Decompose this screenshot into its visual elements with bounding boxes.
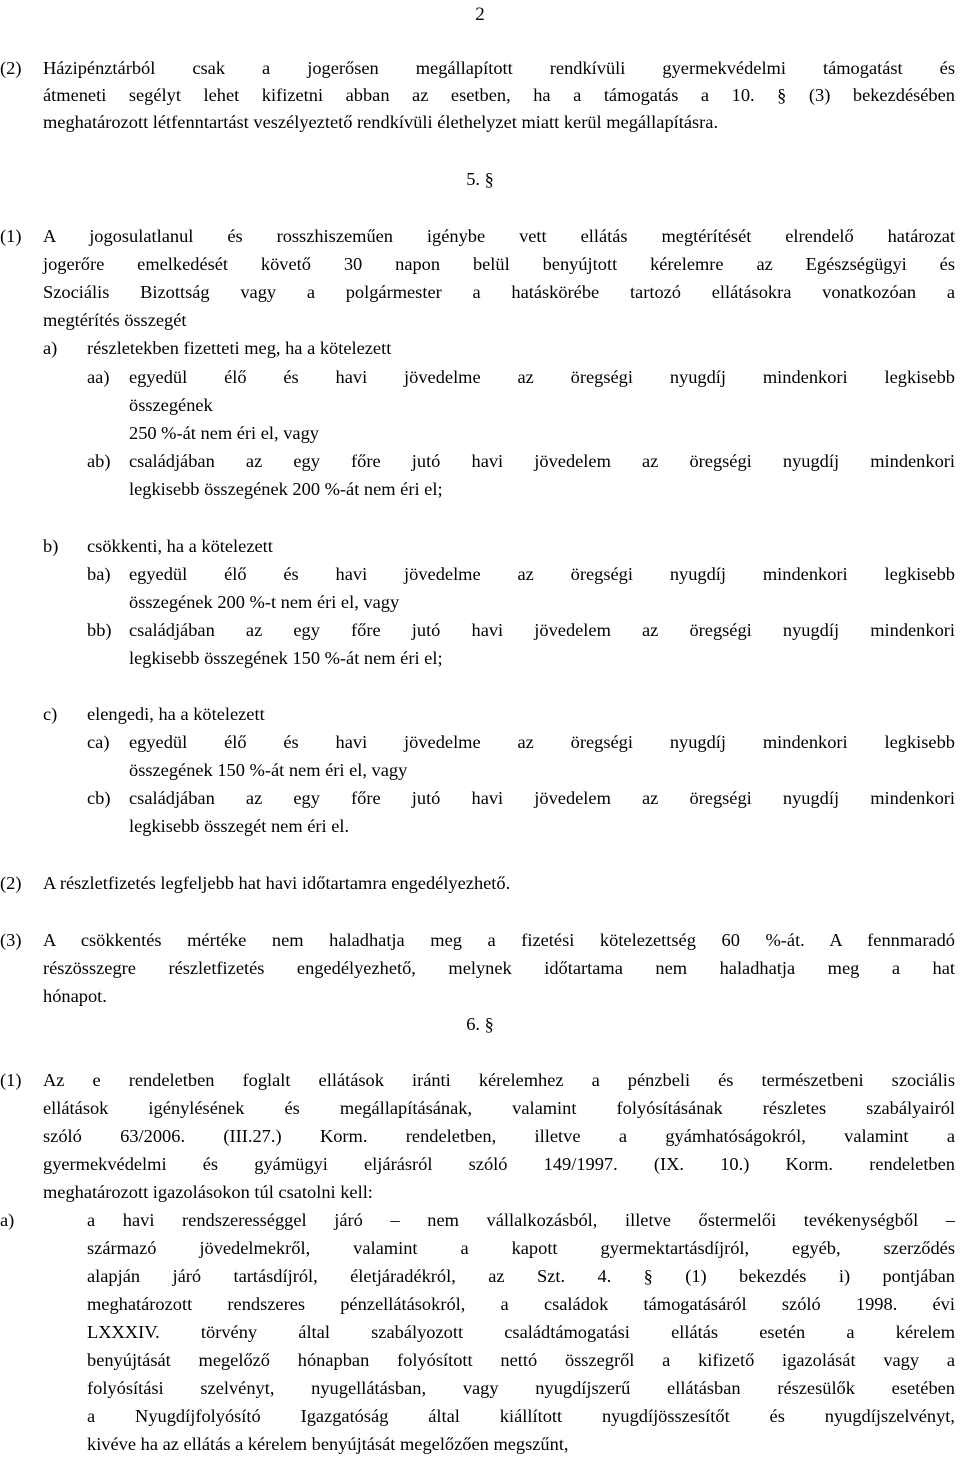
paragraph-marker: (3) <box>0 930 22 950</box>
text-line: családjában az egy főre jutó havi jövedelem az öregségi nyugdíj mindenkori <box>129 451 955 471</box>
text-line: a Nyugdíjfolyósító Igazgatóság által kiállított nyugdíjösszesítőt és nyugdíjszelvényt, <box>87 1406 955 1426</box>
text-line: meghatározott létfenntartást veszélyeztető rendkívüli élethelyzet miatt kerül megállapításra. <box>43 112 719 132</box>
text-line: részösszegre részletfizetés engedélyezhető, melynek időtartama nem haladhatja meg a hat <box>43 958 955 978</box>
text-line: megtérítés összegét <box>43 310 187 330</box>
text-line: származó jövedelmekről, valamint a kapott gyermektartásdíjról, egyéb, szerződés <box>87 1238 955 1258</box>
sublist-marker: bb) <box>87 620 112 640</box>
text-line: folyósítási szelvényt, nyugellátásban, vagy nyugdíjszerű ellátásban részesülők esetében <box>87 1378 955 1398</box>
text-line: legkisebb összegének 150 %-át nem éri el; <box>129 648 443 668</box>
text-line: LXXXIV. törvény által szabályozott családtámogatási ellátás esetén a kérelem <box>87 1322 955 1342</box>
text-line: Az e rendeletben foglalt ellátások iránti kérelemhez a pénzbeli és természetbeni szociális <box>43 1070 955 1090</box>
text-line: egyedül élő és havi jövedelme az öregségi nyugdíj mindenkori legkisebb <box>129 732 955 752</box>
sublist-marker: ba) <box>87 564 111 584</box>
paragraph-marker: (1) <box>0 226 22 246</box>
section-heading: 5. § <box>466 169 494 189</box>
text-line: A jogosulatlanul és rosszhiszeműen igénybe vett ellátás megtérítését elrendelő határozat <box>43 226 955 246</box>
text-line: legkisebb összegének 200 %-át nem éri el; <box>129 479 443 499</box>
sublist-marker: ca) <box>87 732 110 752</box>
text-line: jogerőre emelkedését követő 30 napon belül benyújtott kérelemre az Egészségügyi és <box>43 254 955 274</box>
text-line: egyedül élő és havi jövedelme az öregségi nyugdíj mindenkori legkisebb <box>129 367 955 387</box>
paragraph-marker: (2) <box>0 873 22 893</box>
text-line: összegének 200 %-t nem éri el, vagy <box>129 592 400 612</box>
page-number: 2 <box>475 4 485 25</box>
text-line: kivéve ha az ellátás a kérelem benyújtását megelőzően megszűnt, <box>87 1434 569 1454</box>
text-line: meghatározott igazolásokon túl csatolni kell: <box>43 1182 373 1202</box>
sublist-marker: cb) <box>87 788 111 808</box>
text-line: legkisebb összegét nem éri el. <box>129 816 350 836</box>
text-line: alapján járó tartásdíjról, életjáradékról, az Szt. 4. § (1) bekezdés i) pontjában <box>87 1266 955 1286</box>
text-line: benyújtását megelőző hónapban folyósított nettó összegről a kifizető igazolását vagy a <box>87 1350 955 1370</box>
list-marker: c) <box>43 704 58 724</box>
sublist-marker: aa) <box>87 367 110 387</box>
text-line: hónapot. <box>43 986 107 1006</box>
text-line: részletekben fizetteti meg, ha a kötelezett <box>87 338 392 358</box>
paragraph-marker: (2) <box>0 58 22 78</box>
text-line: Szociális Bizottság vagy a polgármester a hatáskörébe tartozó ellátásokra vonatkozóan a <box>43 282 955 302</box>
sublist-marker: ab) <box>87 451 111 471</box>
text-line: 250 %-át nem éri el, vagy <box>129 423 319 443</box>
list-marker: a) <box>0 1210 15 1230</box>
text-line: A csökkentés mértéke nem haladhatja meg a fizetési kötelezettség 60 %-át. A fennmaradó <box>43 930 955 950</box>
text-line: A részletfizetés legfeljebb hat havi időtartamra engedélyezhető. <box>43 873 511 893</box>
text-line: összegének 150 %-át nem éri el, vagy <box>129 760 408 780</box>
text-line: átmeneti segélyt lehet kifizetni abban az esetben, ha a támogatás a 10. § (3) bekezdésében <box>43 85 955 105</box>
text-line: meghatározott rendszeres pénzellátásokról, a családok támogatásáról szóló 1998. évi <box>87 1294 955 1314</box>
text-line: csökkenti, ha a kötelezett <box>87 536 273 556</box>
text-line: családjában az egy főre jutó havi jövedelem az öregségi nyugdíj mindenkori <box>129 788 955 808</box>
text-line: gyermekvédelmi és gyámügyi eljárásról szóló 149/1997. (IX. 10.) Korm. rendeletben <box>43 1154 955 1174</box>
text-line: a havi rendszerességgel járó – nem vállalkozásból, illetve őstermelői tevékenységből – <box>87 1210 955 1230</box>
text-line: családjában az egy főre jutó havi jövedelem az öregségi nyugdíj mindenkori <box>129 620 955 640</box>
text-line: összegének <box>129 395 213 415</box>
list-marker: b) <box>43 536 59 556</box>
section-heading: 6. § <box>466 1014 494 1034</box>
text-line: egyedül élő és havi jövedelme az öregségi nyugdíj mindenkori legkisebb <box>129 564 955 584</box>
paragraph-marker: (1) <box>0 1070 22 1090</box>
text-line: elengedi, ha a kötelezett <box>87 704 265 724</box>
text-line: Házipénztárból csak a jogerősen megállapított rendkívüli gyermekvédelmi támogatást és <box>43 58 955 78</box>
text-line: ellátások igénylésének és megállapításának, valamint folyósításának részletes szabályairól <box>43 1098 955 1118</box>
text-line: szóló 63/2006. (III.27.) Korm. rendeletben, illetve a gyámhatóságokról, valamint a <box>43 1126 955 1146</box>
list-marker: a) <box>43 338 58 358</box>
